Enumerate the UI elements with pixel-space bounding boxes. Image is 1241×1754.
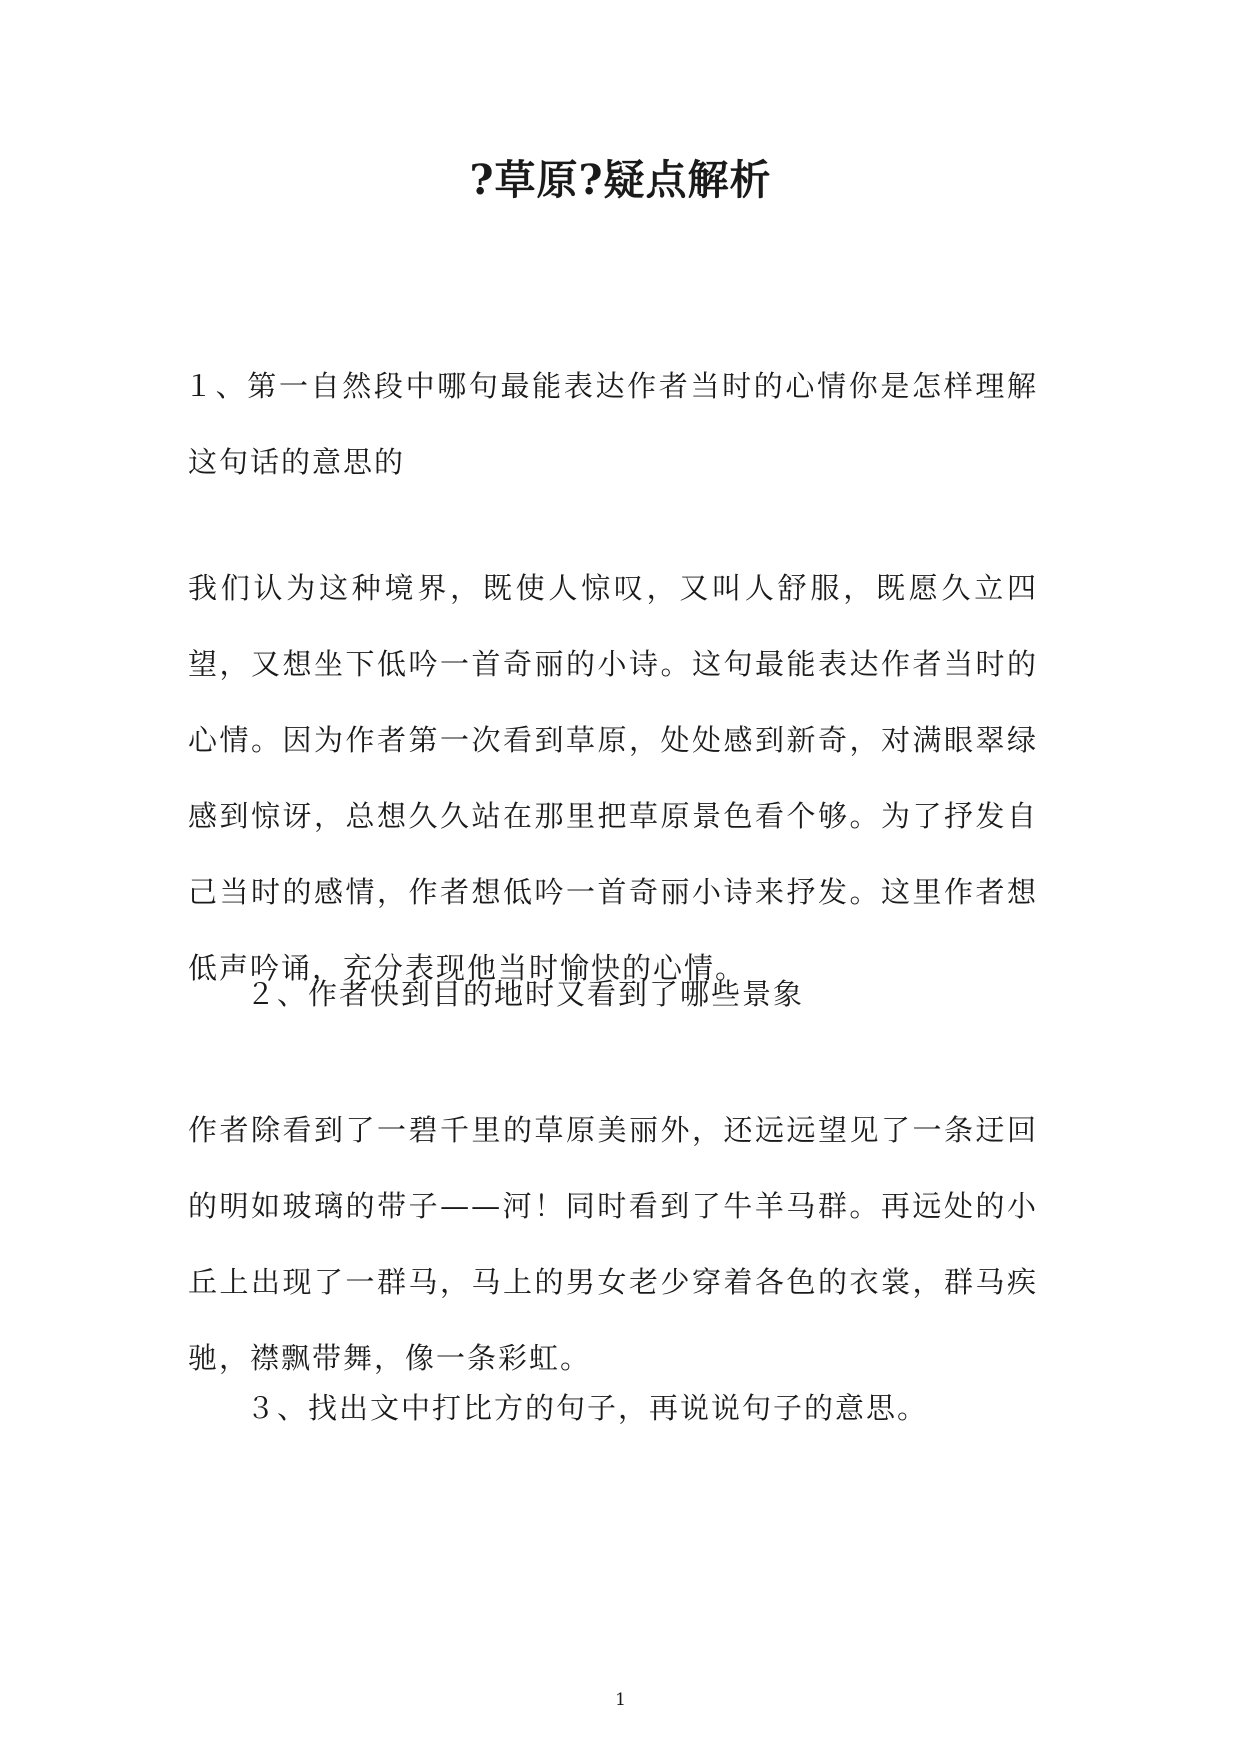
question-2 [188, 956, 1038, 1032]
page-number: 1 [615, 1690, 626, 1710]
question-3 [188, 1370, 1038, 1446]
question-1 [184, 348, 1038, 500]
answer-2-text: 作者除看到了一碧千里的草原美丽外，还远远望见了一条迂回的明如玻璃的带子——河！同时看到了牛羊马群。再远处的小丘上出现了一群马，马上的男女老少穿着各色的衣裳，群马疾驰，襟飘带舞，像一条彩虹。 [188, 1113, 1038, 1375]
question-1-text: １、第一自然段中哪句最能表达作者当时的心情你是怎样理解这句话的意思的 [184, 369, 1038, 479]
document-title: ?草原?疑点解析 [469, 156, 772, 204]
answer-1-text: 我们认为这种境界，既使人惊叹，又叫人舒服，既愿久立四望，又想坐下低吟一首奇丽的小诗。这句最能表达作者当时的心情。因为作者第一次看到草原，处处感到新奇，对满眼翠绿感到惊讶，总想久久站在那里把草原景色看个够。为了抒发自己当时的感情，作者想低吟一首奇丽小诗来抒发。这里作者想低声吟诵，充分表现他当时愉快的心情。 [188, 571, 1038, 985]
answer-1 [188, 550, 1038, 1006]
question-2-text: ２、作者快到目的地时又看到了哪些景象 [246, 977, 805, 1011]
question-3-text: ３、找出文中打比方的句子，再说说句子的意思。 [246, 1391, 929, 1425]
answer-2 [188, 1092, 1038, 1396]
